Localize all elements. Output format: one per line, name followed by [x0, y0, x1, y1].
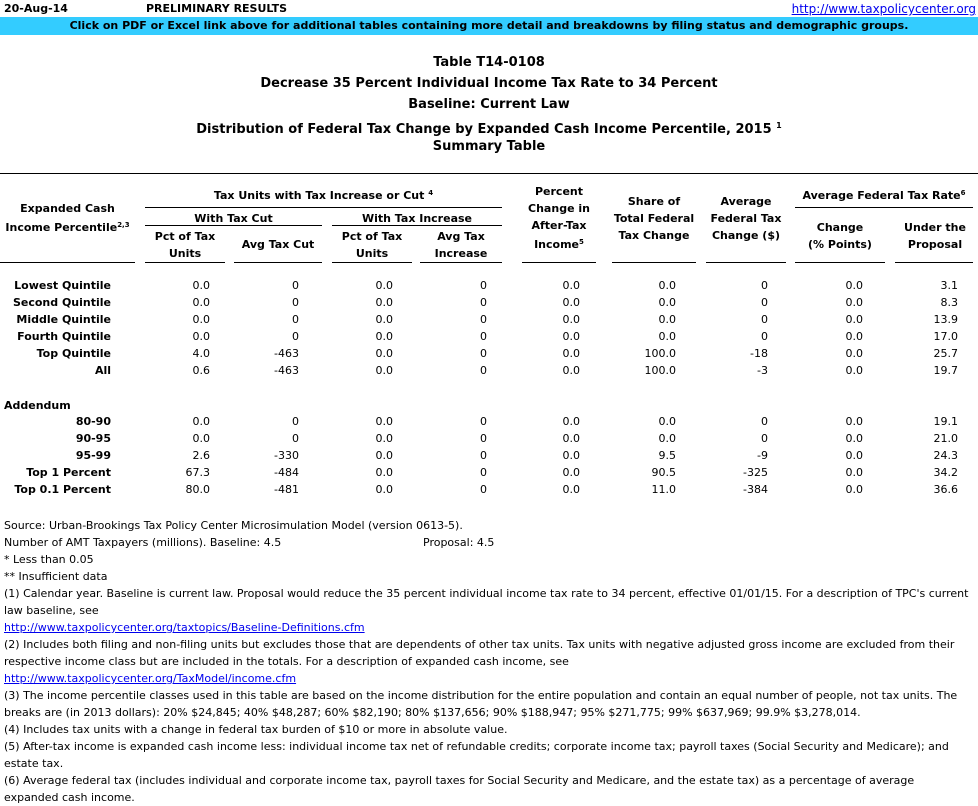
cell-pct-units-inc: 0.0: [375, 449, 393, 462]
header-pct-units-cut: Pct of Tax Units: [154, 230, 216, 260]
col-rule-pct-inc: [332, 262, 412, 263]
cell-share-of-change: 100.0: [644, 347, 676, 360]
footnote-1: (1) Calendar year. Baseline is current law. Proposal would reduce the 35 percent individual income tax rate to 34 percent, effective 01/01/15. For a description of TPC's current law baseline, see: [4, 587, 969, 617]
col-rule-rate-change: [795, 262, 885, 263]
cell-share-of-change: 0.0: [658, 279, 676, 292]
cell-pct-units-inc: 0.0: [375, 432, 393, 445]
cell-rate-change: 0.0: [845, 432, 863, 445]
cell-pct-change-after-tax: 0.0: [562, 483, 580, 496]
header-percentile: [0, 200, 135, 236]
quintile-row: [0, 347, 978, 364]
footnotes: [4, 517, 972, 806]
source-note: Source: Urban-Brookings Tax Policy Center Microsimulation Model (version 0613-5).: [4, 519, 463, 532]
cell-avg-tax-inc: 0: [480, 415, 487, 428]
cell-rate-change: 0.0: [845, 313, 863, 326]
cell-avg-tax-inc: 0: [480, 279, 487, 292]
cell-pct-change-after-tax: 0.0: [562, 330, 580, 343]
cell-avg-tax-inc: 0: [480, 296, 487, 309]
col-rule-share: [612, 262, 696, 263]
footnote-4: (4) Includes tax units with a change in federal tax burden of $10 or more in absolute value.: [4, 723, 508, 736]
cell-avg-tax-cut: 0: [292, 296, 299, 309]
cell-pct-units-cut: 0.0: [192, 432, 210, 445]
tax-units-footnote: 4: [428, 189, 434, 197]
avg-rate-footnote: 6: [960, 189, 966, 197]
addendum-row: [0, 432, 978, 449]
cell-avg-tax-change: 0: [761, 313, 768, 326]
cell-avg-tax-change: 0: [761, 330, 768, 343]
table-titles: [0, 52, 978, 157]
cell-avg-tax-cut: 0: [292, 330, 299, 343]
insufficient-note: ** Insufficient data: [4, 570, 108, 583]
table-top-rule: [0, 173, 978, 174]
summary-title: Summary Table: [432, 139, 546, 154]
cell-avg-tax-cut: 0: [292, 432, 299, 445]
header-tax-units-group: [145, 185, 502, 204]
description-text: Distribution of Federal Tax Change by Expanded Cash Income Percentile, 2015: [196, 122, 772, 137]
col-rule-under-proposal: [895, 262, 973, 263]
cell-rate-change: 0.0: [845, 415, 863, 428]
header-avg-rate-group: [795, 185, 973, 204]
cell-share-of-change: 0.0: [658, 432, 676, 445]
cell-pct-units-cut: 0.0: [192, 296, 210, 309]
cell-pct-units-cut: 0.6: [192, 364, 210, 377]
report-date: 20-Aug-14: [4, 2, 68, 15]
footnote-6: (6) Average federal tax (includes individual and corporate income tax, payroll taxes for Social Security and Medicare, and the estate tax) as a percentage of average expanded cash income.: [4, 774, 915, 804]
cell-pct-units-inc: 0.0: [375, 364, 393, 377]
cell-avg-tax-inc: 0: [480, 449, 487, 462]
cell-rate-under-proposal: 21.0: [933, 432, 958, 445]
cell-pct-units-inc: 0.0: [375, 483, 393, 496]
pct-change-footnote: 5: [579, 238, 584, 246]
cell-avg-tax-change: -9: [757, 449, 768, 462]
header-avg-change: Average Federal Tax Change ($): [710, 195, 782, 242]
row-label: Top 1 Percent: [26, 466, 111, 479]
quintile-row: [0, 330, 978, 347]
cell-avg-tax-cut: -463: [274, 364, 299, 377]
cell-avg-tax-cut: -484: [274, 466, 299, 479]
cell-pct-units-cut: 4.0: [192, 347, 210, 360]
cell-pct-units-cut: 0.0: [192, 330, 210, 343]
cell-avg-tax-cut: -481: [274, 483, 299, 496]
cell-share-of-change: 9.5: [658, 449, 676, 462]
cell-rate-change: 0.0: [845, 347, 863, 360]
cell-rate-under-proposal: 36.6: [933, 483, 958, 496]
amt-note: [4, 534, 972, 551]
header-pct-units-inc: Pct of Tax Units: [341, 230, 403, 260]
less-than-note: * Less than 0.05: [4, 553, 94, 566]
footnote-5: (5) After-tax income is expanded cash income less: individual income tax net of refundable credits; corporate income tax; payroll taxes (Social Security and Medicare); and estate tax.: [4, 740, 949, 770]
cell-rate-under-proposal: 17.0: [933, 330, 958, 343]
row-label: All: [94, 364, 111, 377]
cell-share-of-change: 0.0: [658, 415, 676, 428]
income-definition-link[interactable]: http://www.taxpolicycenter.org/TaxModel/income.cfm: [4, 672, 297, 685]
addendum-row: [0, 483, 978, 500]
cell-avg-tax-cut: 0: [292, 279, 299, 292]
cell-pct-change-after-tax: 0.0: [562, 466, 580, 479]
col-rule-avg-change: [706, 262, 786, 263]
row-label: Top 0.1 Percent: [14, 483, 111, 496]
header-share: Share of Total Federal Tax Change: [613, 195, 695, 242]
cell-avg-tax-inc: 0: [480, 466, 487, 479]
header-avg-cut: Avg Tax Cut: [241, 238, 315, 251]
header-with-cut: With Tax Cut: [194, 212, 273, 225]
cell-rate-under-proposal: 13.9: [933, 313, 958, 326]
cell-pct-units-cut: 0.0: [192, 279, 210, 292]
cell-rate-change: 0.0: [845, 449, 863, 462]
cell-share-of-change: 11.0: [651, 483, 676, 496]
addendum-row: [0, 415, 978, 432]
addendum-row: [0, 449, 978, 466]
cell-pct-units-inc: 0.0: [375, 415, 393, 428]
cell-pct-units-cut: 80.0: [185, 483, 210, 496]
col-rule-pct-cut: [145, 262, 225, 263]
pct-change-label: Percent Change in After-Tax Income: [528, 185, 590, 251]
quintile-row: [0, 313, 978, 330]
cell-avg-tax-change: 0: [761, 432, 768, 445]
cell-pct-change-after-tax: 0.0: [562, 279, 580, 292]
cell-pct-units-inc: 0.0: [375, 296, 393, 309]
baseline-title: Baseline: Current Law: [408, 97, 570, 112]
footnote-3: (3) The income percentile classes used in this table are based on the income distribution for the entire population and contain an equal number of people, not tax units. The breaks are (in 2013 dollars): 20% $24,845; 40% $48,287; 60% $82,190; 80% $137,656; 90% $188,947; 95% $271,775; 99% $637,969; 99.9% $3,278,014.: [4, 689, 958, 719]
cell-avg-tax-inc: 0: [480, 364, 487, 377]
top-bar: [0, 0, 978, 17]
cell-rate-under-proposal: 24.3: [933, 449, 958, 462]
addendum-label: Addendum: [4, 399, 71, 412]
preliminary-label: PRELIMINARY RESULTS: [146, 2, 288, 15]
cell-rate-change: 0.0: [845, 279, 863, 292]
cell-pct-change-after-tax: 0.0: [562, 449, 580, 462]
cell-avg-tax-inc: 0: [480, 313, 487, 326]
quintile-row: [0, 296, 978, 313]
row-label: Middle Quintile: [16, 313, 111, 326]
tax-units-group-label: Tax Units with Tax Increase or Cut: [213, 189, 425, 202]
addendum-row: [0, 466, 978, 483]
table-id: Table T14-0108: [433, 55, 545, 70]
cell-pct-units-inc: 0.0: [375, 279, 393, 292]
cell-rate-under-proposal: 8.3: [940, 296, 958, 309]
cell-avg-tax-change: -3: [757, 364, 768, 377]
cell-share-of-change: 0.0: [658, 313, 676, 326]
cell-pct-units-cut: 2.6: [192, 449, 210, 462]
cell-pct-units-cut: 0.0: [192, 313, 210, 326]
cell-avg-tax-change: 0: [761, 296, 768, 309]
cell-pct-units-inc: 0.0: [375, 330, 393, 343]
cell-avg-tax-cut: -463: [274, 347, 299, 360]
row-label: Top Quintile: [36, 347, 111, 360]
cell-rate-under-proposal: 34.2: [933, 466, 958, 479]
header-under-proposal: Under the Proposal: [904, 221, 966, 251]
cell-avg-tax-cut: -330: [274, 449, 299, 462]
cell-rate-under-proposal: 3.1: [940, 279, 958, 292]
group-rule-tax-units: [145, 207, 502, 208]
row-label: 80-90: [75, 415, 111, 428]
cell-avg-tax-cut: 0: [292, 313, 299, 326]
cell-avg-tax-change: -18: [750, 347, 768, 360]
percentile-footnote: 2,3: [117, 221, 130, 229]
cell-pct-change-after-tax: 0.0: [562, 296, 580, 309]
percentile-label: Expanded Cash Income Percentile: [5, 202, 118, 234]
policy-title: Decrease 35 Percent Individual Income Tax Rate to 34 Percent: [260, 76, 718, 91]
cell-pct-change-after-tax: 0.0: [562, 347, 580, 360]
description-footnote: 1: [776, 121, 782, 130]
row-label: 95-99: [75, 449, 111, 462]
cell-share-of-change: 0.0: [658, 296, 676, 309]
cell-avg-tax-change: 0: [761, 279, 768, 292]
cell-share-of-change: 90.5: [651, 466, 676, 479]
cell-rate-change: 0.0: [845, 330, 863, 343]
cell-avg-tax-change: -325: [743, 466, 768, 479]
cell-pct-change-after-tax: 0.0: [562, 313, 580, 326]
cell-pct-change-after-tax: 0.0: [562, 432, 580, 445]
cell-avg-tax-change: -384: [743, 483, 768, 496]
description-title: [0, 115, 978, 136]
quintile-row: [0, 364, 978, 381]
cell-avg-tax-inc: 0: [480, 432, 487, 445]
cell-pct-units-inc: 0.0: [375, 313, 393, 326]
quintile-row: [0, 279, 978, 296]
cell-rate-change: 0.0: [845, 296, 863, 309]
amt-proposal: Proposal: 4.5: [423, 536, 495, 549]
cell-pct-units-inc: 0.0: [375, 347, 393, 360]
header-avg-inc: Avg Tax Increase: [434, 230, 488, 260]
cell-share-of-change: 0.0: [658, 330, 676, 343]
cell-avg-tax-change: 0: [761, 415, 768, 428]
info-banner: Click on PDF or Excel link above for additional tables containing more detail and breakdowns by filing status and demographic groups.: [0, 17, 978, 35]
cell-pct-change-after-tax: 0.0: [562, 364, 580, 377]
row-label: Second Quintile: [12, 296, 111, 309]
cell-pct-units-cut: 0.0: [192, 415, 210, 428]
cell-avg-tax-inc: 0: [480, 483, 487, 496]
footnote-2: (2) Includes both filing and non-filing units but excludes those that are dependents of other tax units. Tax units with negative adjusted gross income are excluded from their respective income class but are included in the totals. For a description of expanded cash income, see: [4, 638, 955, 668]
amt-baseline: Number of AMT Taxpayers (millions). Baseline: 4.5: [4, 536, 282, 549]
header-with-increase: With Tax Increase: [361, 212, 473, 225]
cell-pct-units-cut: 67.3: [185, 466, 210, 479]
cell-avg-tax-cut: 0: [292, 415, 299, 428]
cell-pct-units-inc: 0.0: [375, 466, 393, 479]
cell-share-of-change: 100.0: [644, 364, 676, 377]
cell-rate-change: 0.0: [845, 483, 863, 496]
group-rule-avg-rate: [795, 207, 973, 208]
cell-rate-under-proposal: 25.7: [933, 347, 958, 360]
col-rule-avg-cut: [234, 262, 322, 263]
col-rule-pct-change: [522, 262, 596, 263]
cell-rate-under-proposal: 19.1: [933, 415, 958, 428]
cell-rate-change: 0.0: [845, 466, 863, 479]
row-label: Fourth Quintile: [17, 330, 111, 343]
cell-pct-change-after-tax: 0.0: [562, 415, 580, 428]
cell-avg-tax-inc: 0: [480, 330, 487, 343]
row-label: 90-95: [75, 432, 111, 445]
cell-rate-change: 0.0: [845, 364, 863, 377]
row-label: Lowest Quintile: [14, 279, 111, 292]
baseline-definitions-link[interactable]: http://www.taxpolicycenter.org/taxtopics/Baseline-Definitions.cfm: [4, 621, 365, 634]
cell-rate-under-proposal: 19.7: [933, 364, 958, 377]
tpc-website-link[interactable]: http://www.taxpolicycenter.org: [791, 2, 976, 16]
cell-avg-tax-inc: 0: [480, 347, 487, 360]
col-rule-percentile: [0, 262, 135, 263]
avg-rate-label: Average Federal Tax Rate: [802, 189, 961, 202]
col-rule-avg-inc: [420, 262, 502, 263]
header-rate-change: Change (% Points): [808, 221, 872, 251]
header-pct-change: [522, 183, 596, 253]
